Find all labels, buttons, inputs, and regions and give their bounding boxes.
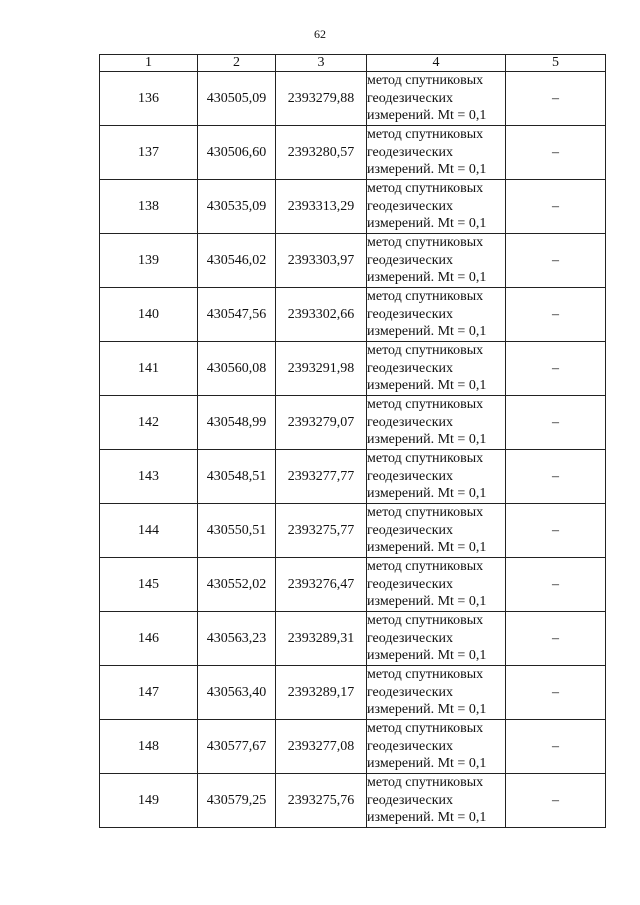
- table-row: [100, 666, 606, 720]
- method-line: метод спутниковых: [367, 667, 484, 683]
- x-coordinate-cell: 430535,09: [198, 180, 276, 234]
- note-cell: –: [506, 450, 606, 504]
- method-line: геодезических: [367, 630, 454, 646]
- table-row: [100, 126, 606, 180]
- note-cell: –: [506, 126, 606, 180]
- method-line: метод спутниковых: [367, 343, 484, 359]
- method-line: геодезических: [367, 684, 454, 700]
- method-line: измерений. Mt = 0,1: [367, 216, 487, 232]
- point-number-cell: 148: [100, 720, 198, 774]
- method-line: метод спутниковых: [367, 73, 484, 89]
- table-row: [100, 234, 606, 288]
- table-row: [100, 72, 606, 126]
- point-number-cell: 149: [100, 774, 198, 828]
- note-cell: –: [506, 774, 606, 828]
- method-cell: [367, 288, 506, 342]
- method-line: геодезических: [367, 306, 454, 322]
- x-coordinate-cell: 430548,51: [198, 450, 276, 504]
- method-line: измерений. Mt = 0,1: [367, 648, 487, 664]
- x-coordinate-cell: 430563,40: [198, 666, 276, 720]
- method-cell: [367, 558, 506, 612]
- table-row: [100, 774, 606, 828]
- header-col-1: 1: [100, 55, 198, 72]
- point-number-cell: 140: [100, 288, 198, 342]
- note-cell: –: [506, 288, 606, 342]
- method-line: измерений. Mt = 0,1: [367, 378, 487, 394]
- note-cell: –: [506, 342, 606, 396]
- method-line: измерений. Mt = 0,1: [367, 594, 487, 610]
- table-row: [100, 180, 606, 234]
- method-line: метод спутниковых: [367, 451, 484, 467]
- table-row: [100, 504, 606, 558]
- point-number-cell: 144: [100, 504, 198, 558]
- y-coordinate-cell: 2393302,66: [276, 288, 367, 342]
- x-coordinate-cell: 430548,99: [198, 396, 276, 450]
- method-cell: [367, 126, 506, 180]
- header-col-4: 4: [367, 55, 506, 72]
- point-number-cell: 143: [100, 450, 198, 504]
- x-coordinate-cell: 430550,51: [198, 504, 276, 558]
- method-line: метод спутниковых: [367, 181, 484, 197]
- method-line: метод спутниковых: [367, 505, 484, 521]
- y-coordinate-cell: 2393275,77: [276, 504, 367, 558]
- point-number-cell: 142: [100, 396, 198, 450]
- y-coordinate-cell: 2393289,31: [276, 612, 367, 666]
- table-row: [100, 720, 606, 774]
- x-coordinate-cell: 430546,02: [198, 234, 276, 288]
- method-line: измерений. Mt = 0,1: [367, 810, 487, 826]
- method-line: измерений. Mt = 0,1: [367, 756, 487, 772]
- note-cell: –: [506, 612, 606, 666]
- method-line: геодезических: [367, 414, 454, 430]
- method-line: измерений. Mt = 0,1: [367, 432, 487, 448]
- method-cell: [367, 234, 506, 288]
- method-line: геодезических: [367, 792, 454, 808]
- y-coordinate-cell: 2393279,88: [276, 72, 367, 126]
- method-line: измерений. Mt = 0,1: [367, 162, 487, 178]
- y-coordinate-cell: 2393289,17: [276, 666, 367, 720]
- method-cell: [367, 396, 506, 450]
- method-line: геодезических: [367, 522, 454, 538]
- y-coordinate-cell: 2393313,29: [276, 180, 367, 234]
- note-cell: –: [506, 504, 606, 558]
- method-line: метод спутниковых: [367, 397, 484, 413]
- note-cell: –: [506, 666, 606, 720]
- method-line: измерений. Mt = 0,1: [367, 486, 487, 502]
- method-line: метод спутниковых: [367, 775, 484, 791]
- header-col-3: 3: [276, 55, 367, 72]
- point-number-cell: 137: [100, 126, 198, 180]
- method-line: геодезических: [367, 360, 454, 376]
- x-coordinate-cell: 430563,23: [198, 612, 276, 666]
- point-number-cell: 141: [100, 342, 198, 396]
- method-cell: [367, 612, 506, 666]
- method-cell: [367, 450, 506, 504]
- y-coordinate-cell: 2393291,98: [276, 342, 367, 396]
- table-row: [100, 342, 606, 396]
- method-line: геодезических: [367, 468, 454, 484]
- method-line: геодезических: [367, 252, 454, 268]
- note-cell: –: [506, 72, 606, 126]
- point-number-cell: 145: [100, 558, 198, 612]
- method-line: измерений. Mt = 0,1: [367, 702, 487, 718]
- table-row: [100, 396, 606, 450]
- method-cell: [367, 504, 506, 558]
- y-coordinate-cell: 2393275,76: [276, 774, 367, 828]
- note-cell: –: [506, 558, 606, 612]
- header-col-2: 2: [198, 55, 276, 72]
- method-cell: [367, 774, 506, 828]
- x-coordinate-cell: 430505,09: [198, 72, 276, 126]
- method-cell: [367, 720, 506, 774]
- method-line: метод спутниковых: [367, 721, 484, 737]
- table-header-row: [100, 55, 606, 72]
- method-cell: [367, 666, 506, 720]
- x-coordinate-cell: 430579,25: [198, 774, 276, 828]
- point-number-cell: 138: [100, 180, 198, 234]
- method-line: метод спутниковых: [367, 613, 484, 629]
- table-row: [100, 558, 606, 612]
- method-line: метод спутниковых: [367, 235, 484, 251]
- point-number-cell: 147: [100, 666, 198, 720]
- header-col-5: 5: [506, 55, 606, 72]
- x-coordinate-cell: 430552,02: [198, 558, 276, 612]
- y-coordinate-cell: 2393280,57: [276, 126, 367, 180]
- point-number-cell: 139: [100, 234, 198, 288]
- table-body: [100, 72, 606, 828]
- method-cell: [367, 72, 506, 126]
- x-coordinate-cell: 430547,56: [198, 288, 276, 342]
- method-cell: [367, 342, 506, 396]
- table-row: [100, 450, 606, 504]
- method-line: геодезических: [367, 738, 454, 754]
- y-coordinate-cell: 2393279,07: [276, 396, 367, 450]
- method-cell: [367, 180, 506, 234]
- method-line: метод спутниковых: [367, 127, 484, 143]
- x-coordinate-cell: 430560,08: [198, 342, 276, 396]
- coordinates-table: [99, 54, 606, 828]
- note-cell: –: [506, 396, 606, 450]
- method-line: измерений. Mt = 0,1: [367, 270, 487, 286]
- x-coordinate-cell: 430577,67: [198, 720, 276, 774]
- note-cell: –: [506, 180, 606, 234]
- method-line: измерений. Mt = 0,1: [367, 324, 487, 340]
- method-line: метод спутниковых: [367, 559, 484, 575]
- note-cell: –: [506, 720, 606, 774]
- point-number-cell: 136: [100, 72, 198, 126]
- method-line: измерений. Mt = 0,1: [367, 108, 487, 124]
- y-coordinate-cell: 2393303,97: [276, 234, 367, 288]
- method-line: геодезических: [367, 198, 454, 214]
- point-number-cell: 146: [100, 612, 198, 666]
- method-line: геодезических: [367, 90, 454, 106]
- x-coordinate-cell: 430506,60: [198, 126, 276, 180]
- method-line: геодезических: [367, 576, 454, 592]
- table-row: [100, 288, 606, 342]
- table-row: [100, 612, 606, 666]
- y-coordinate-cell: 2393277,08: [276, 720, 367, 774]
- y-coordinate-cell: 2393276,47: [276, 558, 367, 612]
- method-line: геодезических: [367, 144, 454, 160]
- method-line: измерений. Mt = 0,1: [367, 540, 487, 556]
- page-number: 62: [314, 27, 326, 41]
- note-cell: –: [506, 234, 606, 288]
- y-coordinate-cell: 2393277,77: [276, 450, 367, 504]
- method-line: метод спутниковых: [367, 289, 484, 305]
